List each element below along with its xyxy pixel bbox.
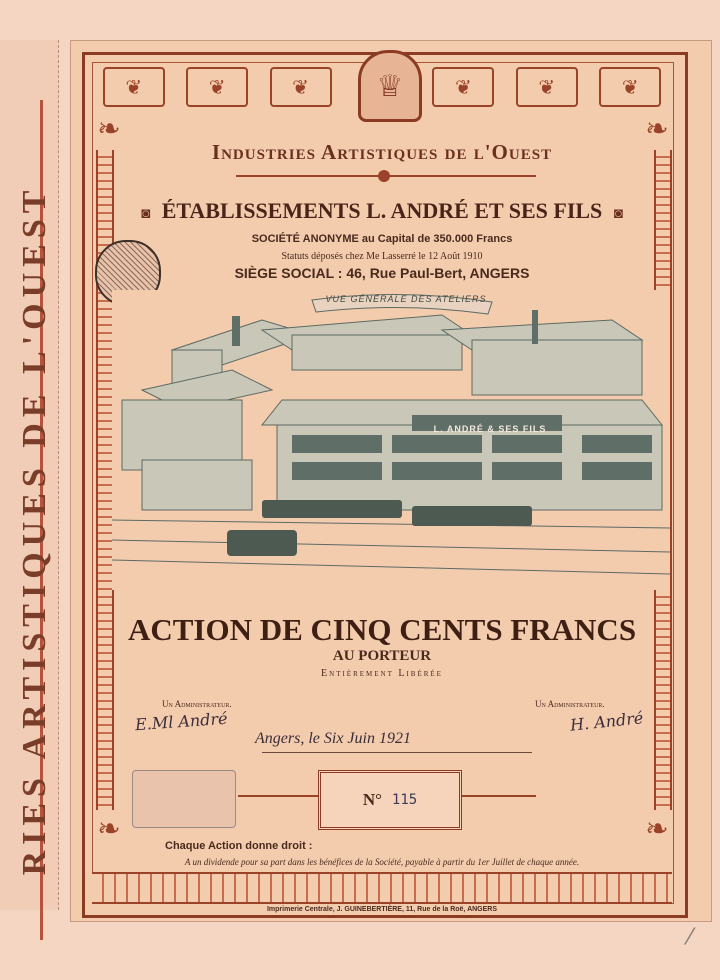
corner-flourish-icon: ❧ <box>645 814 669 845</box>
number-label: N° <box>362 790 382 809</box>
admin-label-left: Un Administrateur. <box>162 699 232 709</box>
flourish-icon: ❦ <box>599 67 661 107</box>
factory-engraving <box>112 290 670 590</box>
date-line: Angers, le Six Juin 1921 <box>255 730 411 747</box>
admin-label-right: Un Administrateur. <box>535 699 605 709</box>
title-rule-dot <box>378 170 390 182</box>
certificate-number-box <box>318 770 462 830</box>
flourish-icon: ❦ <box>270 67 332 107</box>
corner-flourish-icon: ❧ <box>645 114 669 145</box>
bullet-icon: ◙ <box>613 206 623 222</box>
number-ornament-right <box>456 795 536 797</box>
stub-text: RIES ARTISTIQUES DE L'OUEST <box>16 184 53 876</box>
bottom-ornament-band <box>92 872 672 904</box>
printer-line: Imprimerie Centrale, J. GUINEBERTIÈRE, 11, Rue de la Roë, ANGERS <box>266 906 498 913</box>
corner-flourish-icon: ❧ <box>97 114 121 145</box>
rights-text: A un dividende pour sa part dans les bénéfices de la Société, payable à partir du 1er Juillet de chaque année. <box>184 857 580 867</box>
issuer-title: Industries Artistiques de l'Ouest <box>211 140 553 164</box>
flourish-icon: ❦ <box>186 67 248 107</box>
pencil-mark: ⁄ <box>688 925 692 950</box>
signature-left: E.Ml André <box>134 708 229 735</box>
corner-flourish-icon: ❧ <box>97 814 121 845</box>
number-value: 115 <box>391 792 418 808</box>
flourish-icon: ❦ <box>516 67 578 107</box>
building-sign: L. ANDRÉ & SES FILS <box>433 424 547 434</box>
signature-right: H. André <box>569 708 645 735</box>
portrait-medallion-icon: ♕ <box>358 50 422 122</box>
siege-social: SIÈGE SOCIAL : 46, Rue Paul-Bert, ANGERS <box>234 265 530 281</box>
company-name <box>92 198 672 224</box>
flourish-icon: ❦ <box>432 67 494 107</box>
share-type: AU PORTEUR <box>332 648 432 664</box>
number-ornament-left <box>238 795 318 797</box>
stub-counterfoil <box>0 40 59 910</box>
share-status: Entièrement Libérée <box>321 668 443 679</box>
date-rule <box>262 752 532 753</box>
societe-capital: SOCIÉTÉ ANONYME au Capital de 350.000 Francs <box>251 233 513 245</box>
share-title: ACTION DE CINQ CENTS FRANCS <box>127 612 637 647</box>
rights-heading: Chaque Action donne droit : <box>165 840 313 852</box>
statuts-line: Statuts déposés chez Me Lasserré le 12 Août 1910 <box>281 251 483 262</box>
bullet-icon: ◙ <box>141 206 151 222</box>
bank-stamp <box>132 770 236 828</box>
engraving-banner: VUE GÉNÉRALE DES ATELIERS <box>325 294 487 304</box>
company-name-text: ÉTABLISSEMENTS L. ANDRÉ ET SES FILS <box>161 198 603 223</box>
flourish-icon: ❦ <box>103 67 165 107</box>
